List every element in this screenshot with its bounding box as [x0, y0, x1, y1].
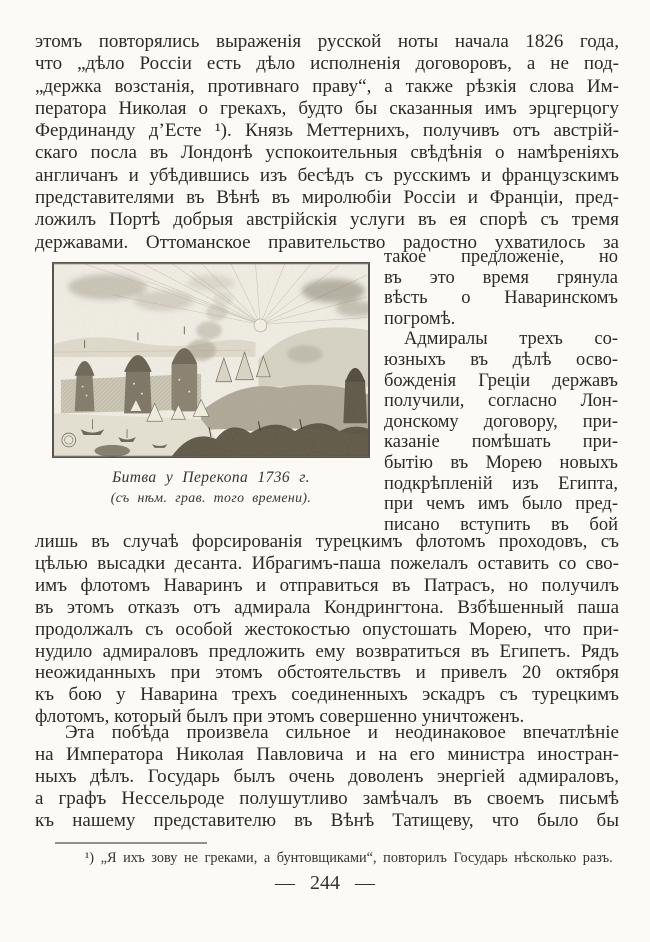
text-line: этомъ повторялись выраженія русской ноты начала 1826 года,: [35, 31, 619, 52]
page-number: — 244 —: [275, 872, 375, 894]
text-line: а графъ Нессельроде полушутливо замѣчалъ въ своемъ письмѣ: [35, 787, 619, 809]
text-line: вѣсть о Наваринскомъ: [384, 288, 618, 309]
text-line: Эта побѣда произвела сильное и неодинаковое впечатлѣніе: [65, 722, 619, 743]
text-line: донскому договору, при-: [384, 411, 618, 432]
figure-caption-subtitle: (съ нѣм. грав. того времени).: [110, 490, 312, 505]
text-line: бытію въ Морею новыхъ: [384, 452, 618, 473]
text-line: къ нашему представителю въ Вѣнѣ Татищеву, что было бы: [35, 809, 619, 831]
text-line: юзныхъ въ дѣлѣ осво-: [384, 349, 618, 370]
right-column: [384, 247, 618, 535]
text-line: ныхъ дѣлъ. Государь былъ очень доволенъ энергіей адмираловъ,: [35, 765, 619, 787]
text-line: въ это время грянула: [384, 267, 618, 288]
text-line: англичанъ и убѣдившись изъ бесѣдъ съ русскимъ и французскимъ: [35, 164, 619, 186]
text-line: ператора Николая о грекахъ, будто бы сказанныя имъ эрцгерцогу: [35, 97, 619, 119]
paragraph-top: [35, 31, 619, 254]
text-line: „держка возстанія, противнаго праву“, а также рѣзкія слова Им-: [35, 75, 619, 97]
text-line: казаніе помѣшать при-: [384, 432, 618, 453]
figure-caption-title: Битва у Перекопа 1736 г.: [112, 469, 310, 486]
engraving-battle-of-perekop: [53, 263, 369, 457]
text-line: державами. Оттоманское правительство радостно ухватилось за: [35, 231, 619, 253]
text-line: имъ флотомъ Наваринъ и отправиться въ Патрасъ, но получилъ: [35, 574, 619, 596]
text-line: такое предложеніе, но: [384, 247, 618, 267]
text-line: подкрѣпленій изъ Египта,: [384, 473, 618, 494]
text-line: при чемъ имъ было пред-: [384, 494, 618, 515]
figure-caption: [52, 469, 370, 506]
text-line: что „дѣло Россіи есть дѣло исполненія договоровъ, а не под-: [35, 53, 619, 75]
footnote-text: ¹) „Я ихъ зову не греками, а бунтовщиками“, повторилъ Государь нѣсколько разъ.: [85, 850, 613, 866]
text-line: флотомъ, который былъ при этомъ совершенно уничтоженъ.: [35, 706, 525, 728]
paragraph-after-figure: [35, 531, 619, 728]
footnote-divider: [55, 842, 207, 844]
paragraph-last: [35, 722, 619, 832]
text-line: ложилъ Портѣ добрыя австрійскія услуги въ ея спорѣ съ тремя: [35, 209, 619, 231]
text-line: нудило адмираловъ предложить ему возвратиться въ Египетъ. Рядъ: [35, 640, 619, 662]
text-line: Адмиралы трехъ со-: [404, 329, 618, 350]
text-line: въ этомъ отказъ отъ адмирала Кондрингтона. Взбѣшенный паша: [35, 596, 619, 618]
text-line: цѣлью высадки десанта. Ибрагимъ-паша пожелалъ оставить со сво-: [35, 552, 619, 574]
text-line: представителями въ Вѣнѣ въ миролюбіи Россіи и Франціи, пред-: [35, 187, 619, 209]
text-line: на Императора Николая Павловича и на его министра иностран-: [35, 743, 619, 765]
text-line: погромѣ.: [384, 308, 456, 329]
text-line: къ бою у Наварина трехъ соединенныхъ эскадръ съ турецкимъ: [35, 684, 619, 706]
text-line: божденія Греціи державъ: [384, 370, 618, 391]
text-line: лишь въ случаѣ форсированія турецкимъ флотомъ проходовъ, съ: [35, 531, 619, 552]
text-line: писано вступить въ бой: [384, 514, 618, 535]
text-line: получили, согласно Лон-: [384, 391, 618, 412]
text-line: скаго посла въ Лондонѣ успокоительныя свѣдѣнія о намѣреніяхъ: [35, 142, 619, 164]
text-line: продолжалъ съ особой жестокостью опустошать Морею, что при-: [35, 618, 619, 640]
figure-frame: [52, 262, 370, 458]
text-line: Фердинанду д’Есте ¹). Князь Меттернихъ, получивъ отъ австрій-: [35, 120, 619, 142]
text-line: неожиданныхъ при этомъ обстоятельствъ и привелъ 20 октября: [35, 662, 619, 684]
